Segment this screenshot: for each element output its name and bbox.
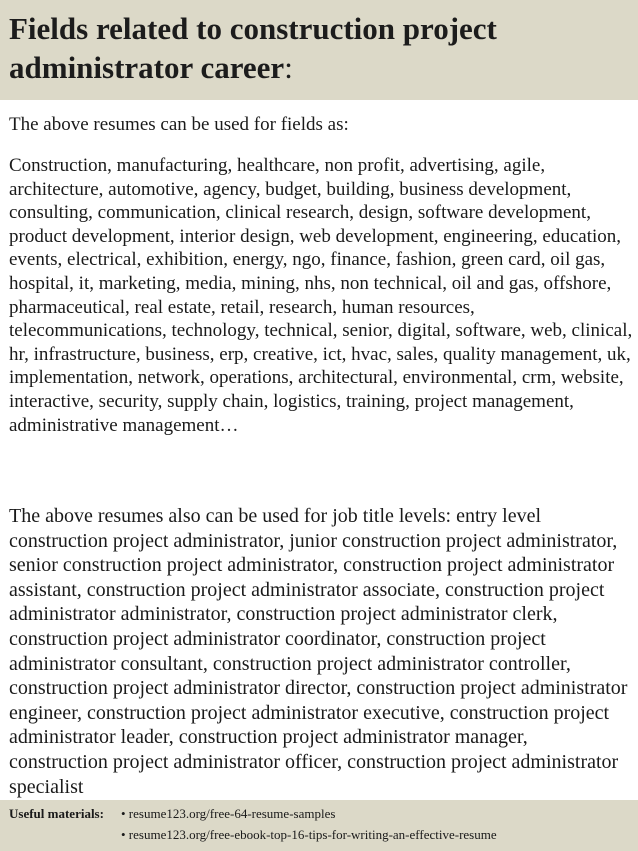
job-levels-section [0, 502, 638, 802]
page-title [9, 9, 629, 87]
page-title-colon: : [284, 50, 293, 85]
page-title-text: Fields related to construction project administrator career [9, 11, 497, 85]
footer-banner [0, 800, 638, 851]
header-banner [0, 0, 638, 100]
job-levels-list: The above resumes also can be used for job title levels: entry level construction project administrator, junior construction project administrator, senior construction project administrator, construction project administrator assistant, construction project administrator associate, construction project administrator administrator, construction project administrator clerk, construction project administrator coordinator, construction project administrator consultant, construction project administrator controller, construction project administrator director, construction project administrator engineer, construction project administrator executive, construction project administrator leader, construction project administrator manager, construction project administrator officer, construction project administrator specialist [9, 505, 628, 798]
resource-link-ebook[interactable]: • resume123.org/free-ebook-top-16-tips-for-writing-an-effective-resume [121, 827, 497, 842]
useful-materials-label-colon: : [99, 806, 104, 821]
resource-link-samples[interactable]: • resume123.org/free-64-resume-samples [121, 806, 336, 821]
useful-materials-label-text: Useful materials [9, 806, 100, 821]
fields-intro: The above resumes can be used for fields as: [9, 114, 349, 135]
fields-list: Construction, manufacturing, healthcare, non profit, advertising, agile, architecture, automotive, agency, budget, building, business development, consulting, communication, clinical research, design, software development, product development, interior design, web development, engineering, education, events, electrical, exhibition, energy, ngo, finance, fashion, green card, oil gas, hospital, it, marketing, media, mining, nhs, non technical, oil and gas, offshore, pharmaceutical, real estate, retail, research, human resources, telecommunications, technology, technical, senior, digital, software, web, clinical, hr, infrastructure, business, erp, creative, ict, hvac, sales, quality management, uk, implementation, network, operations, architectural, environmental, crm, website, interactive, security, supply chain, logistics, training, project management, administrative management… [9, 155, 633, 436]
useful-materials-label [9, 804, 104, 824]
